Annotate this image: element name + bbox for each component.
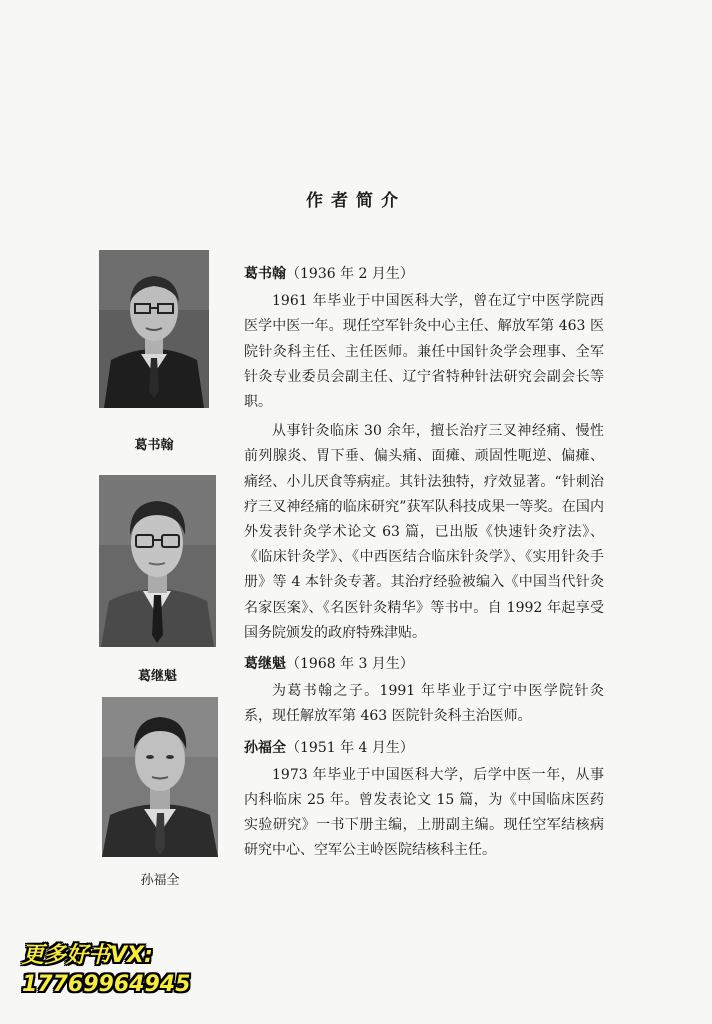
watermark-line-2: 17769964945	[22, 972, 191, 997]
photo-caption-3: 孙福全	[140, 873, 180, 888]
author-photo-3	[102, 697, 218, 857]
author-name-1: 葛书翰	[244, 266, 286, 282]
author-photo-1	[99, 250, 209, 408]
author-photo-2	[99, 475, 216, 647]
author-dates-3: （1951 年 4 月生）	[286, 739, 414, 756]
page-title: 作者简介	[306, 191, 406, 211]
photo-caption-2: 葛继魁	[137, 669, 177, 684]
watermark-line-1: 更多好书VX:	[22, 943, 153, 968]
author-dates-1: （1936 年 2 月生）	[286, 266, 414, 282]
author-1-para-1: 1961 年毕业于中国医科大学，曾在辽宁中医学院西医学中医一年。现任空军针灸中心主任、解放军第 463 医院针灸科主任、主任医师。兼任中国针灸学会理事、全军针灸专业委员会副主任、辽宁省特种针法研究会副会长等职。	[244, 293, 604, 411]
portrait-image	[102, 697, 218, 857]
portrait-image	[99, 475, 216, 647]
photo-caption-1: 葛书翰	[134, 438, 174, 453]
author-1-para-2: 从事针灸临床 30 余年，擅长治疗三叉神经痛、慢性前列腺炎、胃下垂、偏头痛、面瘫、顽固性呃逆、偏瘫、痛经、小儿厌食等病症。其针法独特，疗效显著。“针刺治疗三叉神经痛的临床研究”获军队科技成果一等奖。在国内外发表针灸学术论文 63 篇，已出版《快速针灸疗法》、《临床针灸学》、《中西医结合临床针灸学》、《实用针灸手册》等 4 本针灸专著。其治疗经验被编入《中国当代针灸名家医案》、《名医针灸精华》等书中。自 1992 年起享受国务院颁发的政府特殊津贴。	[244, 423, 604, 641]
portrait-image	[99, 250, 209, 408]
author-name-2: 葛继魁	[244, 656, 286, 673]
author-bios	[244, 262, 604, 864]
author-dates-2: （1968 年 3 月生）	[286, 656, 414, 673]
author-heading-1	[244, 262, 604, 287]
author-name-3: 孙福全	[244, 739, 286, 756]
author-heading-3	[244, 736, 604, 761]
author-2-para-1: 为葛书翰之子。1991 年毕业于辽宁中医学院针灸系，现任解放军第 463 医院针灸科主治医师。	[244, 683, 604, 725]
author-3-para-1: 1973 年毕业于中国医科大学，后学中医一年，从事内科临床 25 年。曾发表论文 15 篇，为《中国临床医药实验研究》一书下册主编，上册副主编。现任空军结核病研究中心、空军公主岭医院结核科主任。	[244, 766, 604, 859]
author-heading-2	[244, 652, 604, 677]
